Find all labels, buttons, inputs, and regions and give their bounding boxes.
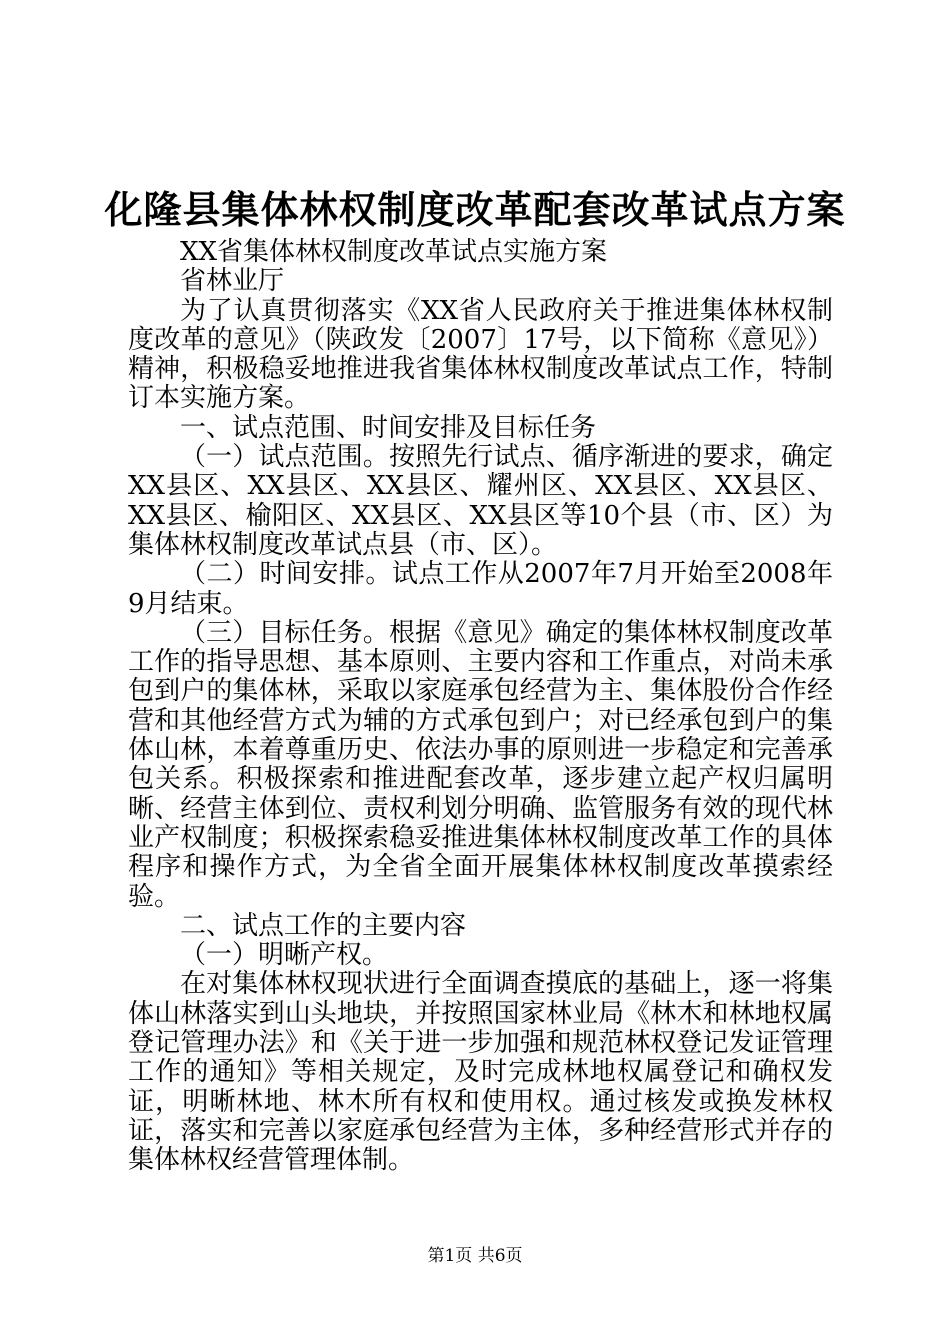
document-body — [128, 238, 833, 1176]
paragraph-property-rights: 在对集体林权现状进行全面调查摸底的基础上，逐一将集体山林落实到山头地块，并按照国家林业局《林木和林地权属登记管理办法》和《关于进一步加强和规范林权登记发证管理工作的通知》等相关规定，及时完成林地权属登记和确权发证，明晰林地、林木所有权和使用权。通过核发或换发林权证，落实和完善以家庭承包经营为主体，多种经营形式并存的集体林权经营管理体制。 — [128, 969, 833, 1176]
document-title: 化隆县集体林权制度改革配套改革试点方案 — [104, 188, 846, 232]
author-line: 省林业厅 — [180, 266, 285, 297]
paragraph-goals: （三）目标任务。根据《意见》确定的集体林权制度改革工作的指导思想、基本原则、主要内容和工作重点，对尚未承包到户的集体林，采取以家庭承包经营为主、集体股份合作经营和其他经营方式为辅的方式承包到户；对已经承包到户的集体山林，本着尊重历史、依法办事的原则进一步稳定和完善承包关系。积极探索和推进配套改革，逐步建立起产权归属明晰、经营主体到位、责权利划分明确、监管服务有效的现代林业产权制度；积极探索稳妥推进集体林权制度改革工作的具体程序和操作方式，为全省全面开展集体林权制度改革摸索经验。 — [128, 617, 833, 912]
section-heading-2: 二、试点工作的主要内容 — [180, 910, 467, 941]
paragraph-scope: （一）试点范围。按照先行试点、循序渐进的要求，确定XX县区、XX县区、XX县区、耀州区、XX县区、XX县区、XX县区、榆阳区、XX县区、XX县区等10个县（市、区）为集体林权制度改革试点县（市、区）。 — [128, 442, 833, 560]
paragraph-schedule: （二）时间安排。试点工作从2007年7月开始至2008年9月结束。 — [128, 559, 833, 619]
subtitle-line: XX省集体林权制度改革试点实施方案 — [180, 237, 608, 267]
intro-paragraph: 为了认真贯彻落实《XX省人民政府关于推进集体林权制度改革的意见》（陕政发〔2007〕17号，以下简称《意见》）精神，积极稳妥地推进我省集体林权制度改革试点工作，特制订本实施方案。 — [128, 295, 833, 414]
section-heading-1: 一、试点范围、时间安排及目标任务 — [180, 412, 597, 443]
page-footer: 第1页 共6页 — [427, 1246, 523, 1266]
subsection-heading: （一）明晰产权。 — [180, 940, 389, 971]
